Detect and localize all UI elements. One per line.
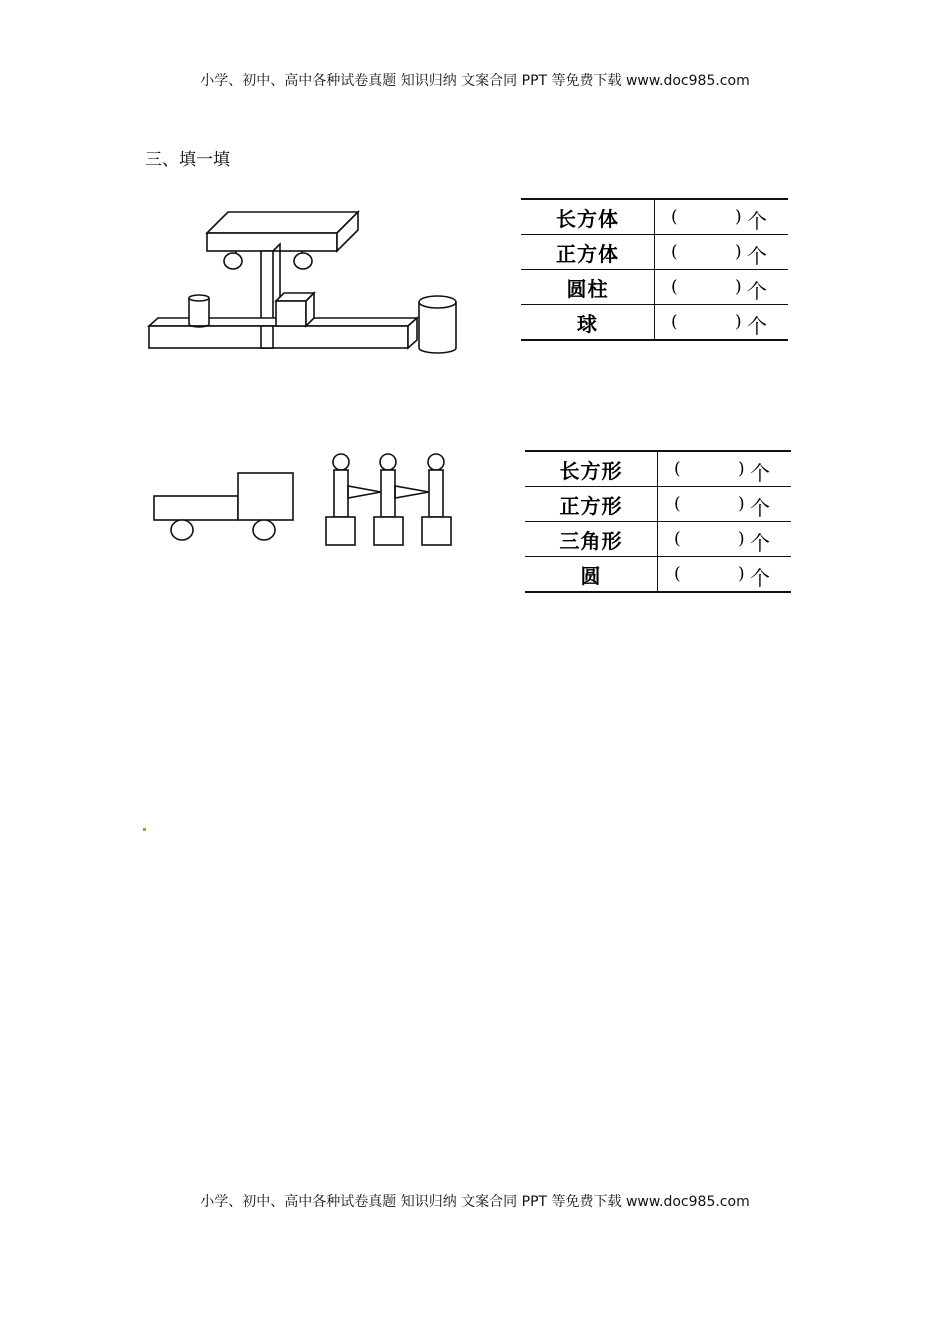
solids-figure [140,190,470,365]
page-header: 小学、初中、高中各种试卷真题 知识归纳 文案合同 PPT 等免费下载 www.doc985.com [200,73,750,89]
shape-name: 长方形 [525,451,658,487]
left-ball [224,253,242,269]
small-cylinder [189,295,209,327]
table-row [521,199,788,235]
truck [154,473,293,540]
answer-blank[interactable]: ( ) 个 [658,557,792,593]
stray-dot [143,828,146,831]
section-title: 三、填一填 [145,150,230,170]
shape-name: 圆 [525,557,658,593]
shape-name: 球 [521,305,655,341]
answer-blank[interactable]: ( ) 个 [655,305,789,341]
answer-blank[interactable]: ( ) 个 [655,270,789,305]
table-row [521,305,788,341]
shape-name: 正方形 [525,487,658,522]
answer-blank[interactable]: ( ) 个 [655,199,789,235]
answer-blank[interactable]: ( ) 个 [658,522,792,557]
flat-shapes-count-table [525,450,791,593]
table-row [521,270,788,305]
cube [276,293,314,326]
table-row [525,557,791,593]
top-cuboid [207,212,358,251]
table-row [525,522,791,557]
shape-name: 圆柱 [521,270,655,305]
table-row [525,487,791,522]
table-row [525,451,791,487]
table-row [521,235,788,270]
flat-shapes-figure [145,450,465,550]
solids-count-table [521,198,788,341]
post-middle [374,454,403,545]
answer-blank[interactable]: ( ) 个 [658,487,792,522]
post-left [326,454,355,545]
right-ball [294,253,312,269]
shape-name: 正方体 [521,235,655,270]
answer-blank[interactable]: ( ) 个 [655,235,789,270]
answer-blank[interactable]: ( ) 个 [658,451,792,487]
shape-name: 长方体 [521,199,655,235]
page-footer: 小学、初中、高中各种试卷真题 知识归纳 文案合同 PPT 等免费下载 www.doc985.com [200,1194,750,1210]
large-cylinder [419,296,456,353]
shape-name: 三角形 [525,522,658,557]
post-right [422,454,451,545]
